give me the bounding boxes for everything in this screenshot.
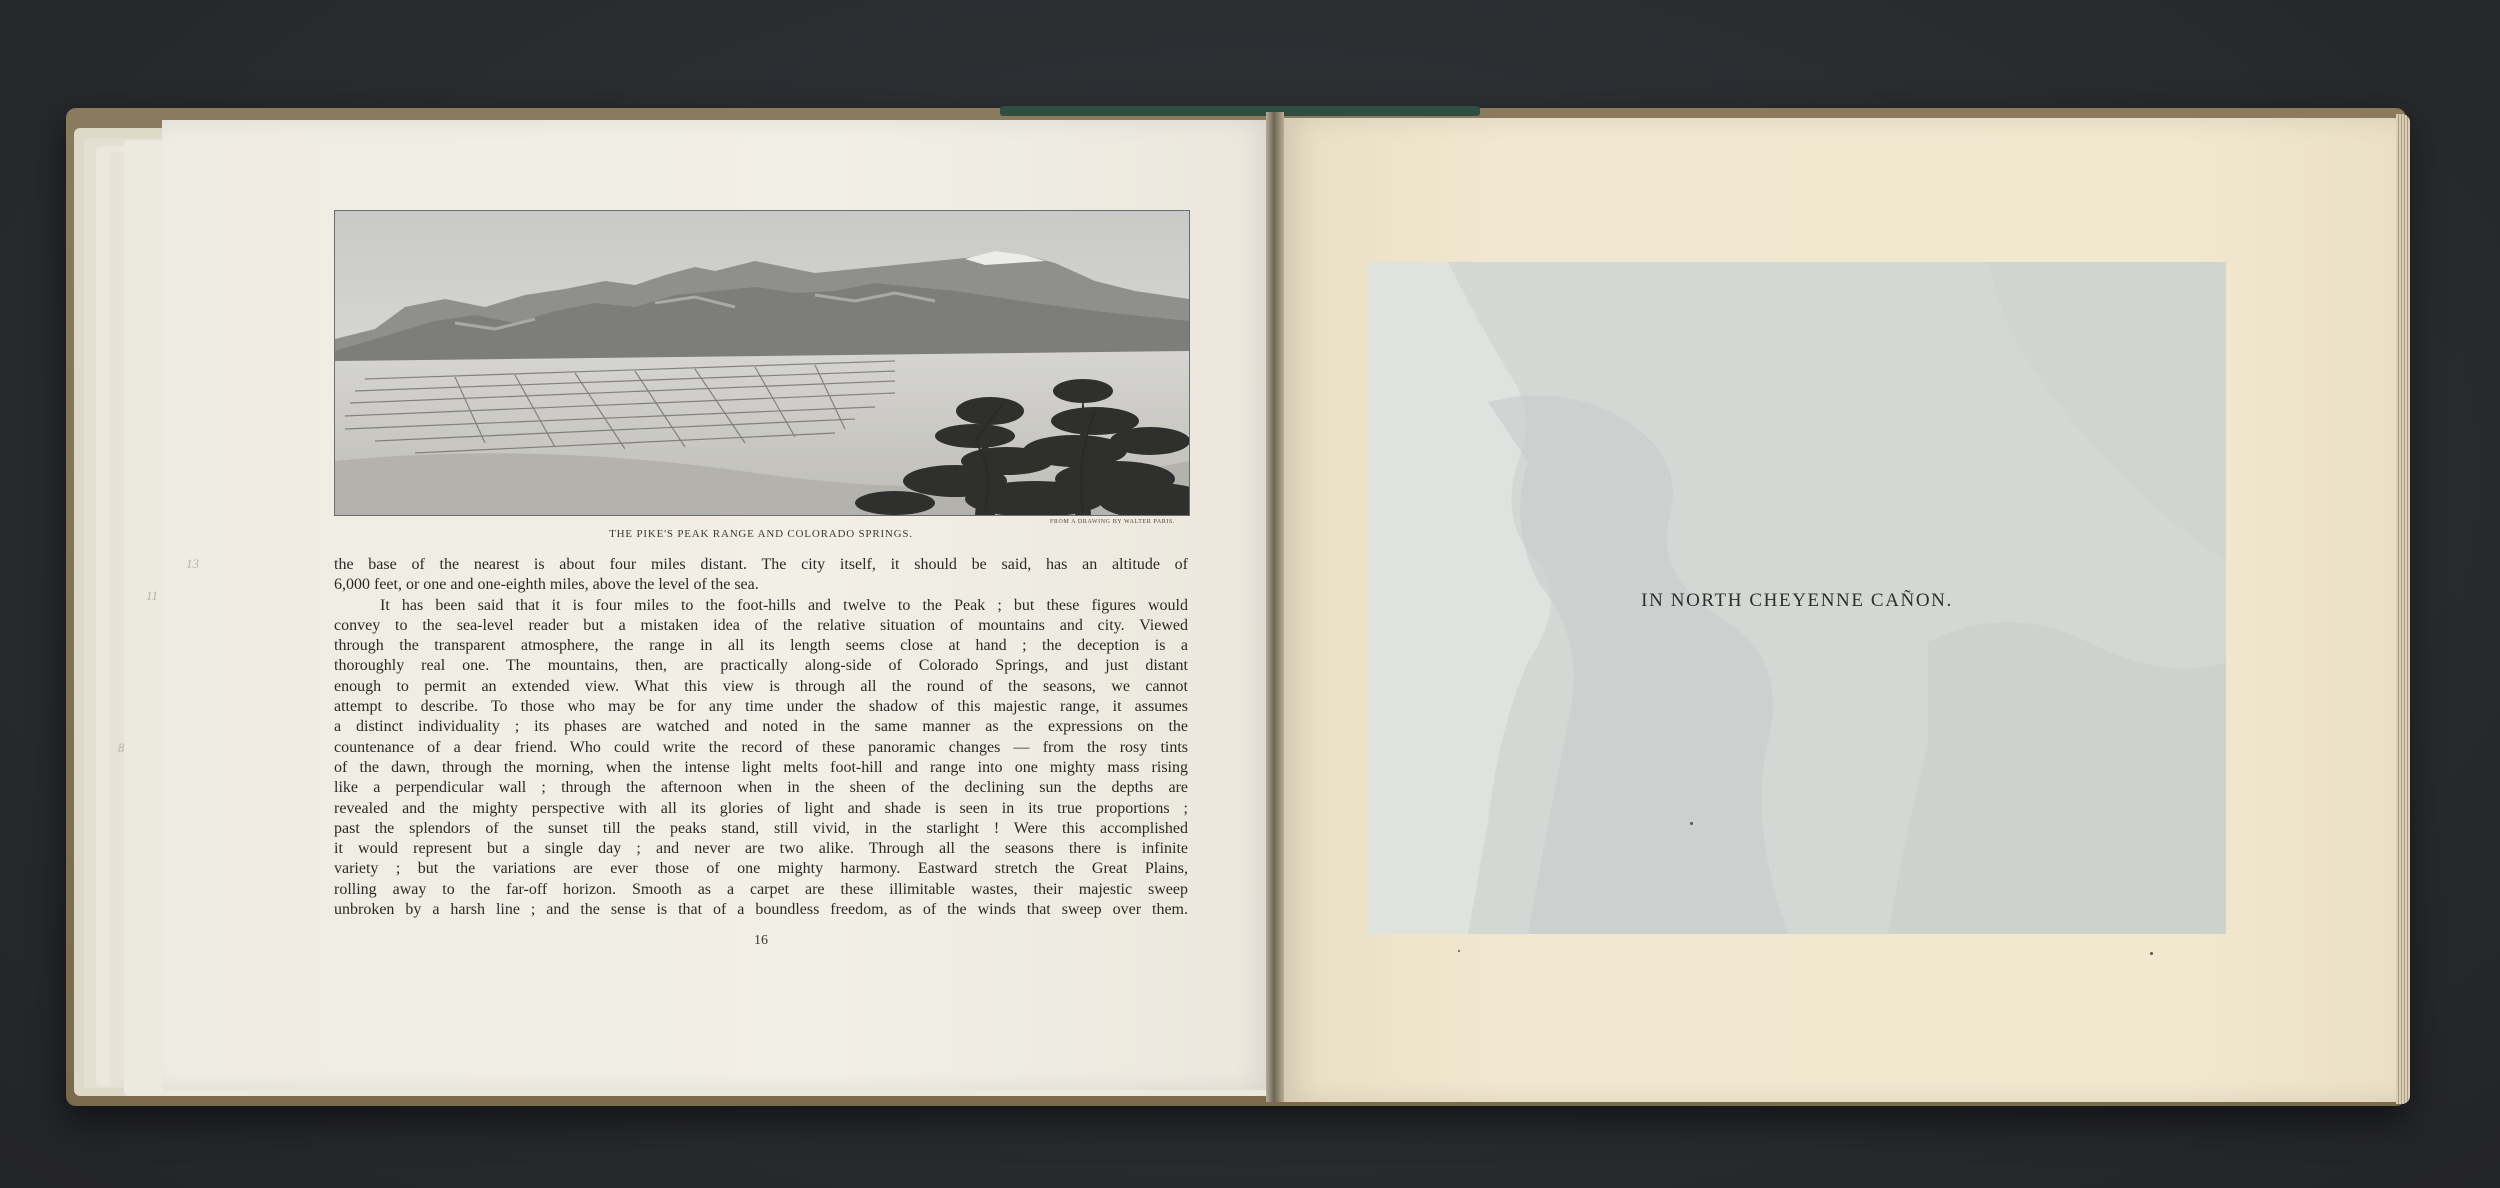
right-page-edges <box>2396 114 2410 1104</box>
margin-pencil-mark: 8 <box>118 740 125 755</box>
paper-speck <box>1690 822 1693 825</box>
text-line: it would represent but a single day ; and never are two alike. Through all the seasons there is infinite <box>334 840 1188 858</box>
text-line: attempt to describe. To those who may be for any time under the shadow of this majestic range, it assumes <box>334 698 1188 716</box>
body-text <box>334 555 1188 920</box>
page-number: 16 <box>754 933 768 948</box>
text-line: thoroughly real one. The mountains, then, are practically along-side of Colorado Springs, and just distant <box>334 657 1188 675</box>
book-spine-cloth <box>1000 106 1480 116</box>
text-line: the base of the nearest is about four miles distant. The city itself, it should be said, has an altitude of <box>334 556 1188 573</box>
text-line: past the splendors of the sunset till the peaks stand, still vivid, in the starlight ! Were this accomplished <box>334 819 1188 837</box>
illustration-caption: THE PIKE'S PEAK RANGE AND COLORADO SPRINGS. <box>609 528 913 540</box>
text-line: through the transparent atmosphere, the range in all its length seems close at hand ; the deception is a <box>334 637 1188 655</box>
text-line: 6,000 feet, or one and one-eighth miles, above the level of the sea. <box>334 576 759 594</box>
pikes-peak-engraving <box>334 210 1190 516</box>
text-line: of the dawn, through the morning, when the intense light melts foot-hill and range into one mighty mass rising <box>334 758 1188 776</box>
text-line: enough to permit an extended view. What this view is through all the round of the seasons, we cannot <box>334 677 1188 695</box>
text-line: unbroken by a harsh line ; and the sense is that of a boundless freedom, as of the winds that sweep over them. <box>334 901 1188 919</box>
engraving-artwork <box>335 211 1189 515</box>
paper-speck <box>2150 952 2153 955</box>
text-line: like a perpendicular wall ; through the afternoon when in the sheen of the declining sun the depths are <box>334 779 1188 797</box>
margin-pencil-mark: 11 <box>146 588 159 603</box>
paper-speck <box>1458 950 1460 952</box>
margin-pencil-mark: 13 <box>186 556 199 571</box>
book-gutter <box>1266 112 1284 1102</box>
text-line: countenance of a dear friend. Who could write the record of these panoramic changes — from the rosy tints <box>334 738 1188 756</box>
illustration-credit: FROM A DRAWING BY WALTER PARIS. <box>1050 519 1176 525</box>
plate-title: IN NORTH CHEYENNE CAÑON. <box>1641 590 1953 611</box>
text-line: rolling away to the far-off horizon. Smooth as a carpet are these illimitable wastes, their majestic sweep <box>334 880 1188 898</box>
text-line: It has been said that it is four miles to the foot-hills and twelve to the Peak ; but these figures would <box>380 596 1188 614</box>
text-line: variety ; but the variations are ever those of one mighty harmony. Eastward stretch the Great Plains, <box>334 860 1188 878</box>
text-line: convey to the sea-level reader but a mistaken idea of the relative situation of mountains and city. Viewed <box>334 616 1188 634</box>
text-line: a distinct individuality ; its phases are watched and noted in the same manner as the expressions on the <box>334 718 1188 736</box>
text-line: revealed and the mighty perspective with all its glories of light and shade is seen in its true proportions ; <box>334 799 1188 817</box>
